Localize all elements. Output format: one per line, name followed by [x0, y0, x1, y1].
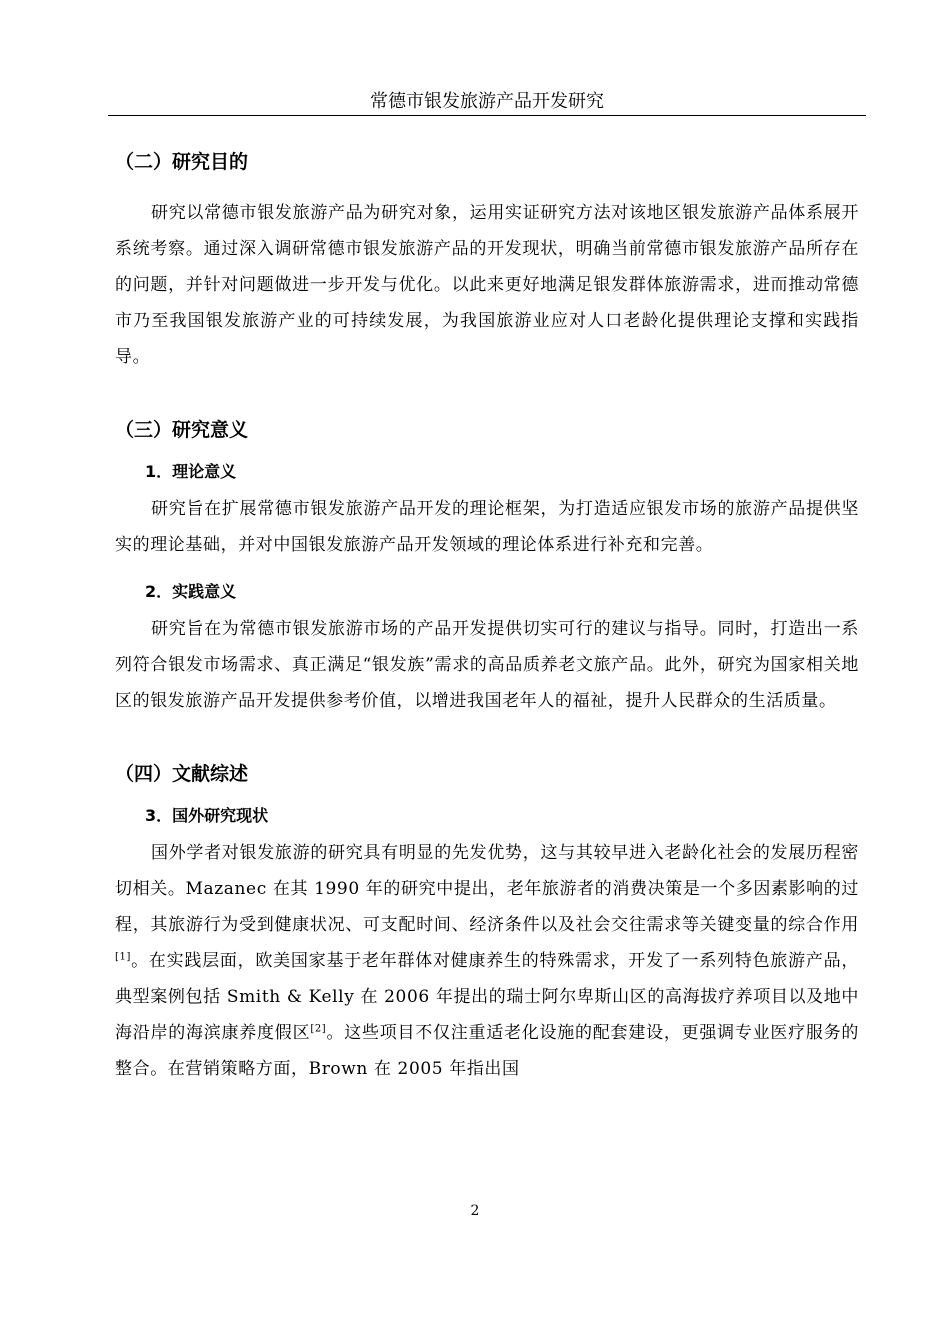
citation-ref-2: [2]: [310, 1023, 327, 1035]
subheading-theoretical-significance: 1．理论意义: [145, 462, 237, 481]
page-number: 2: [470, 1203, 480, 1219]
section-heading-research-purpose: （二）研究目的: [115, 151, 249, 173]
paragraph-text-part: 。在实践层面，欧美国家基于老年群体对健康养生的特殊需求，开发了一系列特色旅游产品，典型案例包括 Smith & Kelly 在 2006 年提出的瑞士阿尔卑斯山区的高海拔疗养项目以及地中海沿岸的海滨康养度假区: [115, 951, 859, 1043]
subheading-practical-significance: 2．实践意义: [145, 582, 237, 601]
section-heading-research-significance: （三）研究意义: [115, 419, 249, 441]
header-rule: [108, 115, 866, 116]
subheading-foreign-research: 3．国外研究现状: [145, 806, 269, 825]
paragraph-theoretical-significance: 研究旨在扩展常德市银发旅游产品开发的理论框架，为打造适应银发市场的旅游产品提供坚实的理论基础，并对中国银发旅游产品开发领域的理论体系进行补充和完善。: [115, 499, 859, 555]
paragraph-research-purpose: 研究以常德市银发旅游产品为研究对象，运用实证研究方法对该地区银发旅游产品体系展开系统考察。通过深入调研常德市银发旅游产品的开发现状，明确当前常德市银发旅游产品所存在的问题，并针对问题做进一步开发与优化。以此来更好地满足银发群体旅游需求，进而推动常德市乃至我国银发旅游产业的可持续发展，为我国旅游业应对人口老龄化提供理论支撑和实践指导。: [115, 203, 859, 367]
page-body: [115, 145, 859, 1087]
section-heading-literature-review: （四）文献综述: [115, 763, 249, 785]
citation-ref-1: [1]: [115, 951, 131, 963]
paragraph-text-part: 国外学者对银发旅游的研究具有明显的先发优势，这与其较早进入老龄化社会的发展历程密切相关。Mazanec 在其 1990 年的研究中提出，老年旅游者的消费决策是一个多因素影响的过程，其旅游行为受到健康状况、可支配时间、经济条件以及社会交往需求等关键变量的综合作用: [115, 843, 859, 935]
paragraph-practical-significance: 研究旨在为常德市银发旅游市场的产品开发提供切实可行的建议与指导。同时，打造出一系列符合银发市场需求、真正满足“银发族”需求的高品质养老文旅产品。此外，研究为国家相关地区的银发旅游产品开发提供参考价值，以增进我国老年人的福祉，提升人民群众的生活质量。: [115, 619, 859, 711]
paragraph-foreign-research: [115, 835, 859, 1087]
paragraph-text-part: 。这些项目不仅注重适老化设施的配套建设，更强调专业医疗服务的整合。在营销策略方面，Brown 在 2005 年指出国: [115, 1023, 859, 1079]
running-header: 常德市银发旅游产品开发研究: [370, 91, 604, 112]
